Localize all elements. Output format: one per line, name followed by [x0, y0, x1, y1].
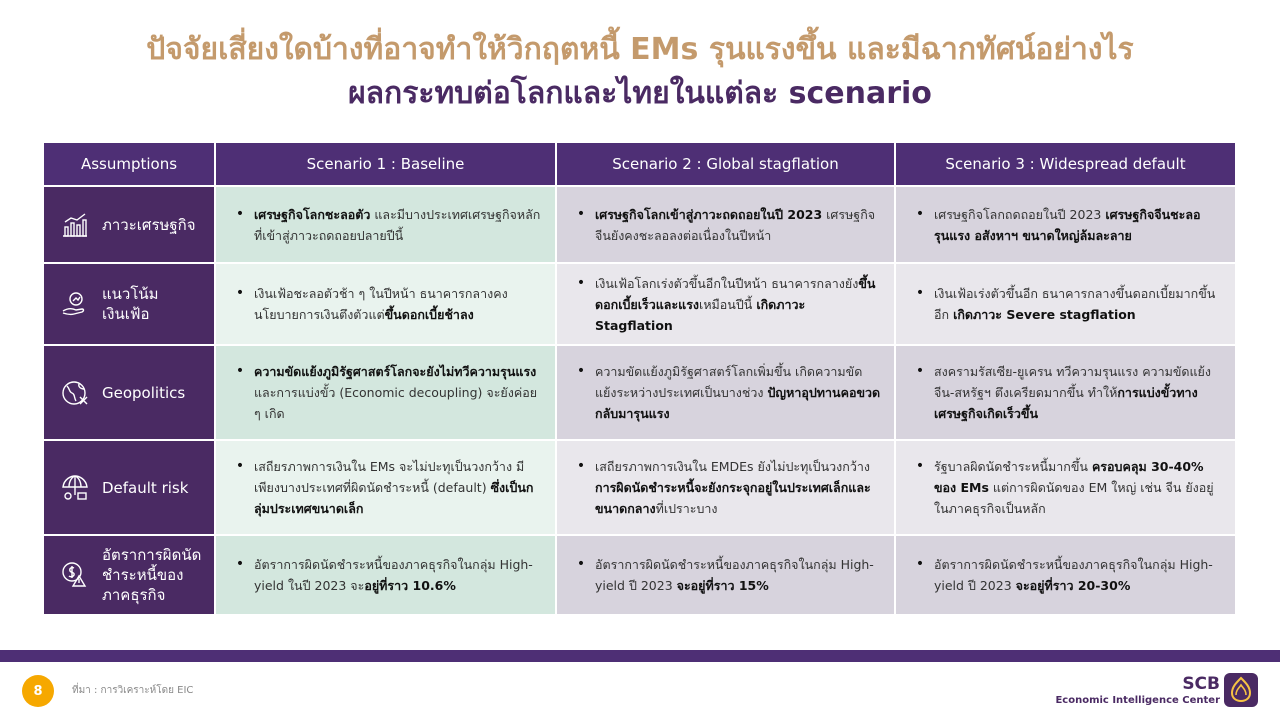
source-note: ที่มา : การวิเคราะห์โดย EIC: [72, 685, 194, 696]
title-line-1: ปัจจัยเสี่ยงใดบ้างที่อาจทำให้วิกฤตหนี้ EMs รุนแรงขึ้น และมีฉากทัศน์อย่างไร: [146, 32, 1134, 67]
page-number: 8: [22, 675, 54, 707]
cell-s1-geopolitics: • ความขัดแย้งภูมิรัฐศาสตร์โลกจะยังไม่ทวีความรุนแรง และการแบ่งขั้ว (Economic decoupling) จะยังค่อย ๆ เกิด: [215, 345, 556, 440]
header-assumptions: Assumptions: [43, 142, 215, 186]
header-scenario-3: Scenario 3 : Widespread default: [895, 142, 1236, 186]
brand-text: [1055, 674, 1220, 708]
scb-logo-icon: [1224, 673, 1258, 707]
row-label-business-default: [43, 535, 215, 615]
table-row: [43, 535, 1236, 615]
table-header-row: [43, 142, 1236, 186]
table-row: [43, 345, 1236, 440]
table-row: [43, 186, 1236, 263]
brand-name: SCB: [1182, 674, 1220, 694]
cell-s1-default-risk: • เสถียรภาพการเงินใน EMs จะไม่ปะทุเป็นวงกว้าง มีเพียงบางประเทศที่ผิดนัดชำระหนี้ (default) ซึ่งเป็นกลุ่มประเทศขนาดเล็ก: [215, 440, 556, 535]
table-row: [43, 263, 1236, 345]
table-row: [43, 440, 1236, 535]
brand-center: Economic Intelligence Center: [1055, 695, 1220, 706]
row-label-geopolitics: [43, 345, 215, 440]
inflation-hand-icon: [60, 289, 90, 319]
row-label-text: Default risk: [102, 478, 189, 497]
row-label-default-risk: [43, 440, 215, 535]
row-label-text: แนวโน้มเงินเฟ้อ: [102, 285, 159, 323]
footer-divider-bar: [0, 650, 1280, 662]
cell-s3-default-risk: • รัฐบาลผิดนัดชำระหนี้มากขึ้น ครอบคลุม 30-40% ของ EMs แต่การผิดนัดของ EM ใหญ่ เช่น จีน ยังอยู่ในภาคธุรกิจเป็นหลัก: [895, 440, 1236, 535]
cell-s2-economy: • เศรษฐกิจโลกเข้าสู่ภาวะถดถอยในปี 2023 เศรษฐกิจจีนยังคงชะลอลงต่อเนื่องในปีหน้า: [556, 186, 895, 263]
cell-s2-default-risk: • เสถียรภาพการเงินใน EMDEs ยังไม่ปะทุเป็นวงกว้าง การผิดนัดชำระหนี้จะยังกระจุกอยู่ในประเทศเล็กและขนาดกลางที่เปราะบาง: [556, 440, 895, 535]
globe-conflict-icon: [60, 378, 90, 408]
cell-s2-business-default: • อัตราการผิดนัดชำระหนี้ของภาคธุรกิจในกลุ่ม High-yield ปี 2023 จะอยู่ที่ราว 15%: [556, 535, 895, 615]
cell-s3-inflation: • เงินเฟ้อเร่งตัวขึ้นอีก ธนาคารกลางขึ้นดอกเบี้ยมากขึ้นอีก เกิดภาวะ Severe stagflation: [895, 263, 1236, 345]
row-label-economy: [43, 186, 215, 263]
slide-title: [0, 28, 1280, 116]
cell-s1-economy: • เศรษฐกิจโลกชะลอตัว และมีบางประเทศเศรษฐกิจหลักที่เข้าสู่ภาวะถดถอยปลายปีนี้: [215, 186, 556, 263]
cell-s2-geopolitics: • ความขัดแย้งภูมิรัฐศาสตร์โลกเพิ่มขึ้น เกิดความขัดแย้งระหว่างประเทศเป็นบางช่วง ปัญหาอุปทานคอขวดกลับมารุนแรง: [556, 345, 895, 440]
row-label-text: ภาวะเศรษฐกิจ: [102, 215, 196, 234]
row-label-inflation: [43, 263, 215, 345]
cell-s2-inflation: • เงินเฟ้อโลกเร่งตัวขึ้นอีกในปีหน้า ธนาคารกลางยังขึ้นดอกเบี้ยเร็วและแรงเหมือนปีนี้ เกิดภาวะ Stagflation: [556, 263, 895, 345]
umbrella-risk-icon: [60, 473, 90, 503]
cell-s1-business-default: • อัตราการผิดนัดชำระหนี้ของภาคธุรกิจในกลุ่ม High-yield ในปี 2023 จะอยู่ที่ราว 10.6%: [215, 535, 556, 615]
header-scenario-1: Scenario 1 : Baseline: [215, 142, 556, 186]
cell-s3-geopolitics: • สงครามรัสเซีย-ยูเครน ทวีความรุนแรง ความขัดแย้งจีน-สหรัฐฯ ตึงเครียดมากขึ้น ทำให้การแบ่งขั้วทางเศรษฐกิจเกิดเร็วขึ้น: [895, 345, 1236, 440]
title-line-2: ผลกระทบต่อโลกและไทยในแต่ละ scenario: [348, 76, 932, 111]
business-default-icon: [60, 560, 90, 590]
row-label-text: Geopolitics: [102, 383, 186, 402]
cell-s1-inflation: • เงินเฟ้อชะลอตัวช้า ๆ ในปีหน้า ธนาคารกลางคงนโยบายการเงินตึงตัวแต่ขึ้นดอกเบี้ยช้าลง: [215, 263, 556, 345]
economy-chart-icon: [60, 210, 90, 240]
scenario-table: [42, 141, 1237, 616]
row-label-text: อัตราการผิดนัดชำระหนี้ของภาคธุรกิจ: [102, 546, 202, 604]
cell-s3-economy: • เศรษฐกิจโลกถดถอยในปี 2023 เศรษฐกิจจีนชะลอรุนแรง อสังหาฯ ขนาดใหญ่ล้มละลาย: [895, 186, 1236, 263]
header-scenario-2: Scenario 2 : Global stagflation: [556, 142, 895, 186]
cell-s3-business-default: • อัตราการผิดนัดชำระหนี้ของภาคธุรกิจในกลุ่ม High-yield ปี 2023 จะอยู่ที่ราว 20-30%: [895, 535, 1236, 615]
